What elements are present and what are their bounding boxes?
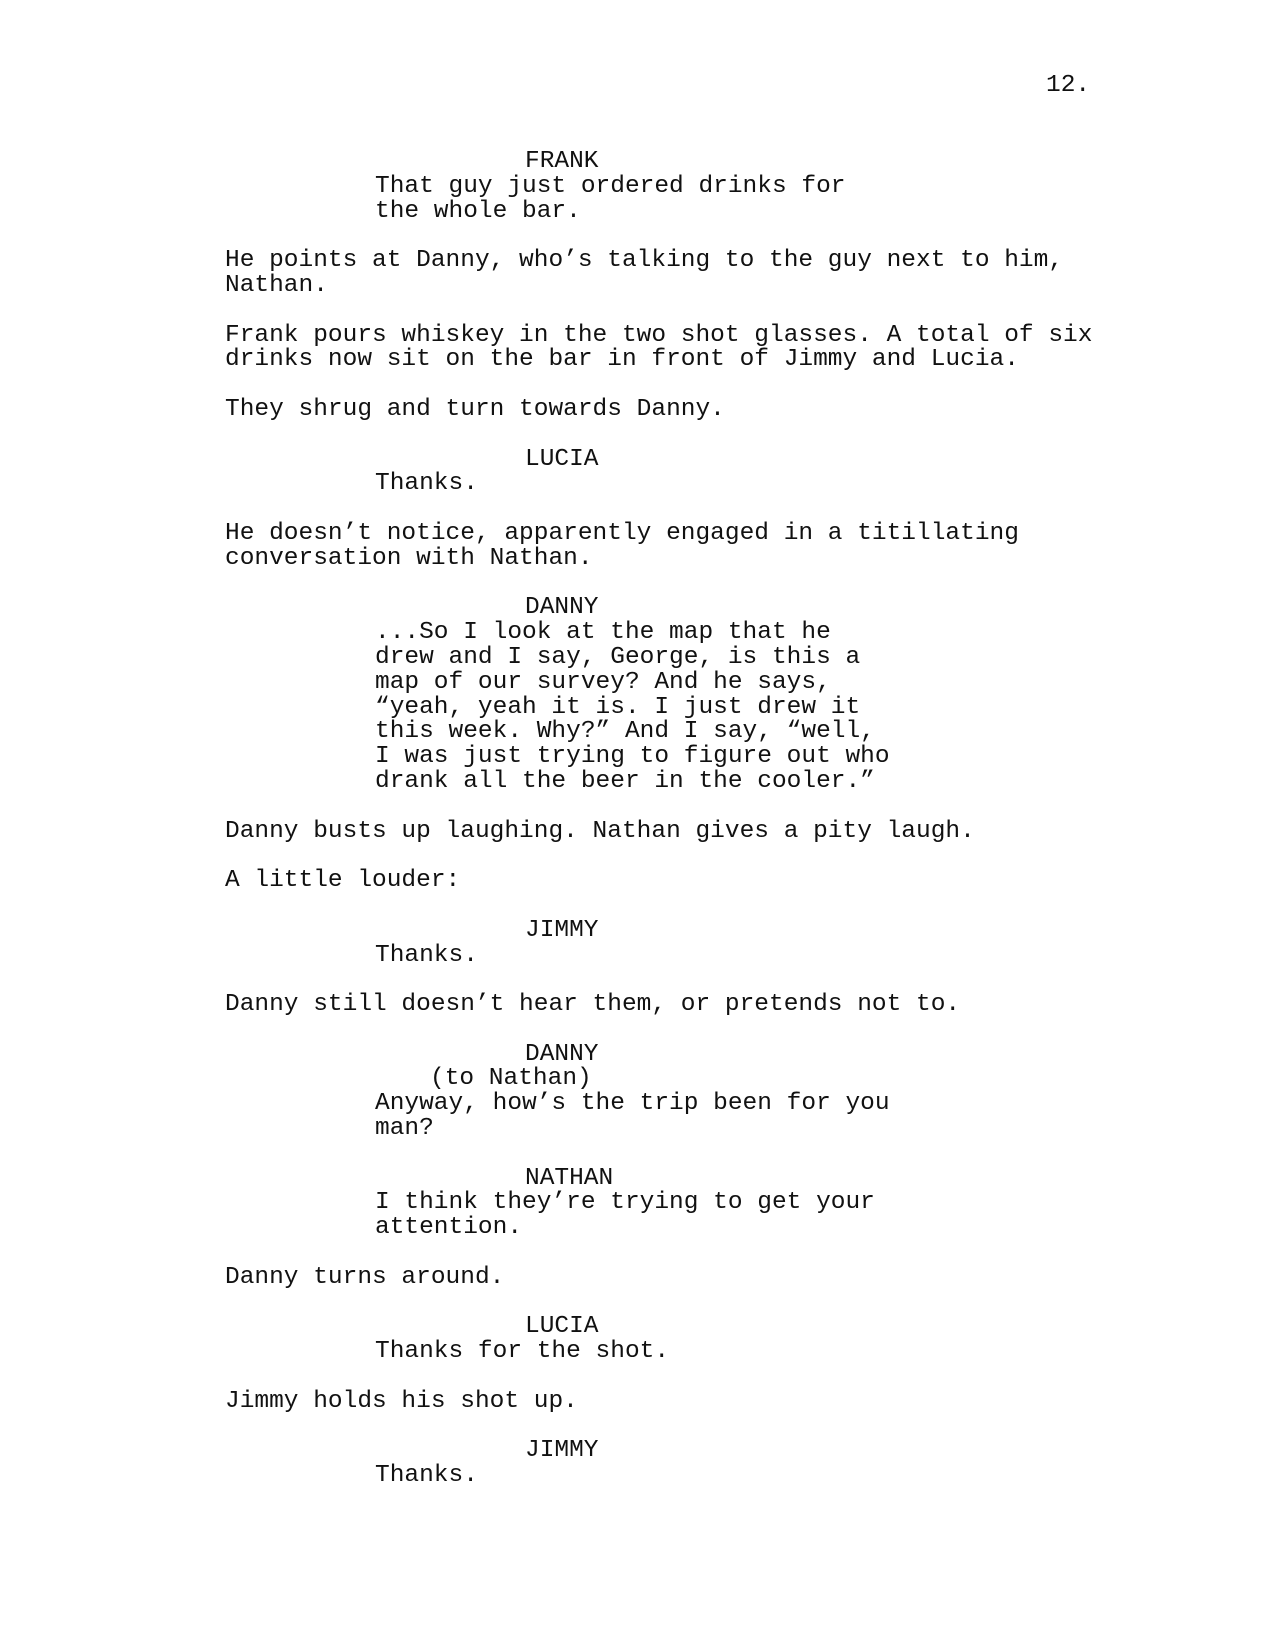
action-line: He doesn’t notice, apparently engaged in a titillating: [225, 519, 1019, 547]
character-name: NATHAN: [525, 1164, 614, 1192]
action-line: A little louder:: [225, 867, 461, 895]
action-paragraph: [0, 519, 1275, 572]
character-name: FRANK: [525, 148, 599, 175]
dialogue-block: [0, 1315, 1275, 1365]
dialogue-block: [0, 916, 1275, 969]
dialogue-line: drank all the beer in the cooler.”: [375, 767, 875, 795]
action-paragraph: [0, 817, 1275, 845]
dialogue-block: [0, 1040, 1275, 1143]
character-name: DANNY: [525, 594, 599, 622]
dialogue-block: [0, 1164, 1275, 1242]
dialogue-line: the whole bar.: [375, 197, 581, 225]
action-line: Jimmy holds his shot up.: [225, 1387, 578, 1415]
dialogue-block: [0, 445, 1275, 498]
action-paragraph: [0, 321, 1275, 374]
character-name: DANNY: [525, 1040, 599, 1068]
dialogue-line: map of our survey? And he says,: [375, 668, 831, 696]
action-line: Nathan.: [225, 271, 328, 299]
character-name: LUCIA: [525, 445, 599, 473]
action-paragraph: [0, 1387, 1275, 1415]
dialogue-block: [0, 150, 1275, 224]
action-line: He points at Danny, who’s talking to the guy next to him,: [225, 247, 1064, 275]
action-line: Danny turns around.: [225, 1263, 505, 1291]
action-line: Danny still doesn’t hear them, or pretends not to.: [225, 991, 961, 1019]
dialogue-line: Thanks.: [375, 470, 478, 498]
dialogue-line: “yeah, yeah it is. I just drew it: [375, 693, 861, 721]
dialogue-line: drew and I say, George, is this a: [375, 643, 861, 671]
action-line: drinks now sit on the bar in front of Jimmy and Lucia.: [225, 346, 1019, 374]
dialogue-line: That guy just ordered drinks for: [375, 172, 846, 200]
screenplay-body: [0, 150, 1275, 1514]
dialogue-line: Thanks.: [375, 1462, 478, 1490]
character-name: JIMMY: [525, 916, 599, 944]
dialogue-line: man?: [375, 1115, 434, 1143]
dialogue-line: Anyway, how’s the trip been for you: [375, 1090, 890, 1118]
parenthetical: (to Nathan): [430, 1065, 592, 1093]
action-paragraph: [0, 869, 1275, 894]
action-line: Danny busts up laughing. Nathan gives a pity laugh.: [225, 817, 975, 845]
action-paragraph: [0, 1263, 1275, 1291]
action-line: They shrug and turn towards Danny.: [225, 395, 725, 423]
dialogue-line: I was just trying to figure out who: [375, 743, 890, 771]
action-paragraph: [0, 993, 1275, 1018]
action-paragraph: [0, 395, 1275, 423]
dialogue-line: Thanks.: [375, 941, 478, 969]
page-number: 12.: [1046, 72, 1091, 99]
dialogue-line: this week. Why?” And I say, “well,: [375, 718, 875, 746]
action-line: conversation with Nathan.: [225, 544, 593, 572]
dialogue-line: ...So I look at the map that he: [375, 619, 831, 647]
action-line: Frank pours whiskey in the two shot glasses. A total of six: [225, 321, 1093, 349]
action-paragraph: [0, 249, 1275, 299]
dialogue-block: [0, 596, 1275, 794]
dialogue-line: attention.: [375, 1214, 523, 1242]
dialogue-block: [0, 1439, 1275, 1489]
character-name: JIMMY: [525, 1437, 599, 1465]
dialogue-line: Thanks for the shot.: [375, 1338, 670, 1366]
character-name: LUCIA: [525, 1313, 599, 1341]
dialogue-line: I think they’re trying to get your: [375, 1189, 875, 1217]
